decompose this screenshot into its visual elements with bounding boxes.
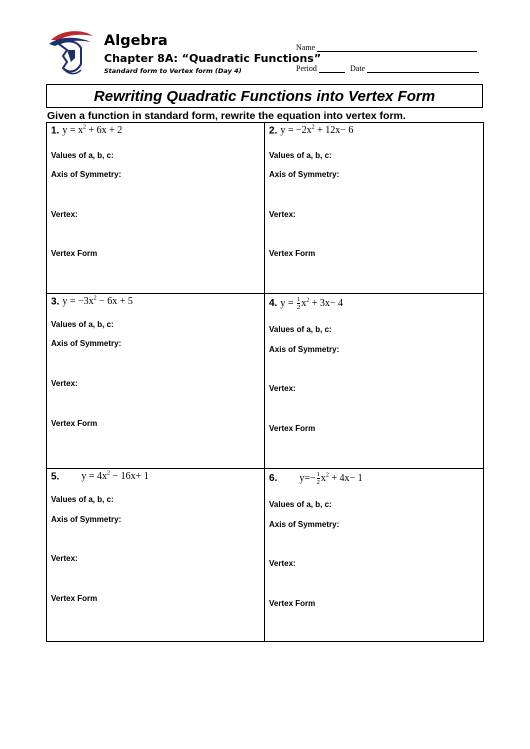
axis-label: Axis of Symmetry: <box>269 345 340 354</box>
vertex-form-label: Vertex Form <box>51 249 98 258</box>
vertex-form-label: Vertex Form <box>269 249 316 258</box>
problem-grid <box>46 122 484 642</box>
vertex-form-label: Vertex Form <box>269 424 316 433</box>
vertex-form-label: Vertex Form <box>51 594 98 603</box>
chapter-title: Chapter 8A: “Quadratic Functions” <box>104 52 322 65</box>
problem-equation: 2. $y = -2x^2 + 12x- 6$ <box>269 125 354 137</box>
axis-label: Axis of Symmetry: <box>269 520 340 529</box>
values-label: Values of a, b, c: <box>269 151 332 160</box>
values-label: Values of a, b, c: <box>51 151 114 160</box>
problem-cell-2 <box>265 123 483 293</box>
vertex-form-label: Vertex Form <box>269 599 316 608</box>
name-line[interactable] <box>317 43 477 52</box>
vertex-label: Vertex: <box>51 379 78 388</box>
course-title: Algebra <box>104 33 168 49</box>
problem-equation: 4. y = $\frac{1}{2}$ $x^2 + 3x- 4$ <box>269 296 344 311</box>
axis-label: Axis of Symmetry: <box>269 170 340 179</box>
date-label: Date <box>350 64 366 73</box>
vertex-label: Vertex: <box>51 210 78 219</box>
problem-cell-3 <box>47 294 264 468</box>
lesson-subtitle: Standard form to Vertex form (Day 4) <box>104 67 242 75</box>
values-label: Values of a, b, c: <box>51 495 114 504</box>
problem-equation: 5. $y = 4x^2 - 16x+ 1$ <box>51 471 149 483</box>
values-label: Values of a, b, c: <box>269 325 332 334</box>
name-field[interactable] <box>296 43 477 52</box>
date-field[interactable] <box>350 64 479 73</box>
problem-cell-1 <box>47 123 264 293</box>
name-label: Name <box>296 43 316 52</box>
problem-equation: 3. $y = -3x^2 - 6x + 5$ <box>51 296 133 308</box>
period-field[interactable] <box>296 64 345 73</box>
fraction: $\frac{1}{2}$ <box>296 296 301 311</box>
vertex-label: Vertex: <box>51 554 78 563</box>
period-label: Period <box>296 64 317 73</box>
problem-equation: 6. y=− $\frac{1}{2}$ $x^2 + 4x- 1$ <box>269 471 363 486</box>
vertex-label: Vertex: <box>269 559 296 568</box>
date-line[interactable] <box>367 64 479 73</box>
vertex-label: Vertex: <box>269 210 296 219</box>
fraction: $\frac{1}{2}$ <box>316 471 320 486</box>
axis-label: Axis of Symmetry: <box>51 170 122 179</box>
period-line[interactable] <box>319 64 345 73</box>
spartan-helmet-logo <box>47 28 95 78</box>
vertex-form-label: Vertex Form <box>51 419 98 428</box>
problem-cell-5 <box>47 469 264 641</box>
problem-equation: 1. $y = x^2 + 6x + 2$ <box>51 125 123 137</box>
vertex-label: Vertex: <box>269 384 296 393</box>
worksheet-title: Rewriting Quadratic Functions into Vertex Form <box>46 84 483 108</box>
axis-label: Axis of Symmetry: <box>51 339 122 348</box>
problem-cell-4 <box>265 294 483 468</box>
values-label: Values of a, b, c: <box>269 500 332 509</box>
problem-cell-6 <box>265 469 483 641</box>
instructions: Given a function in standard form, rewrite the equation into vertex form. <box>47 110 406 122</box>
values-label: Values of a, b, c: <box>51 320 114 329</box>
axis-label: Axis of Symmetry: <box>51 515 122 524</box>
